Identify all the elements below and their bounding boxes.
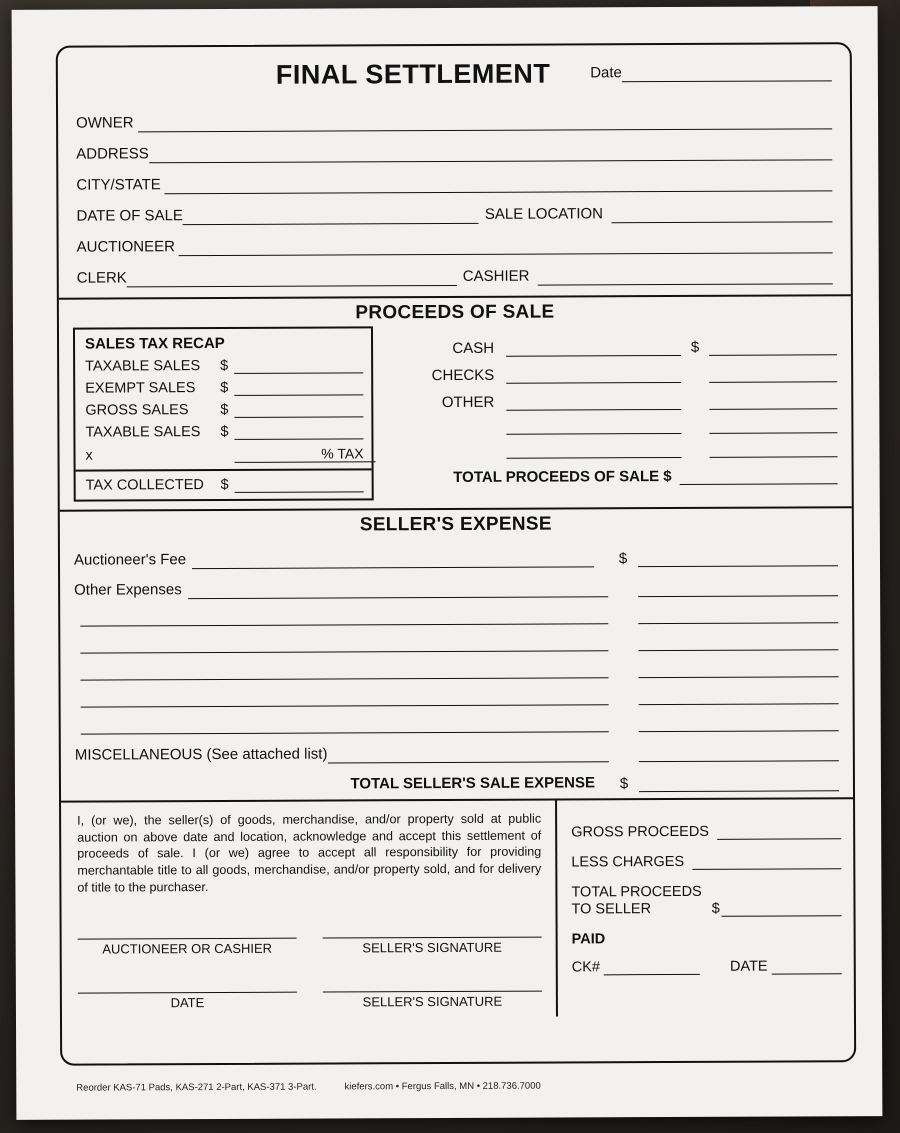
dollar-sign: $ (619, 775, 629, 793)
proceeds-amount-line[interactable] (709, 419, 837, 434)
expense-row-miscellaneous[interactable] (75, 743, 839, 764)
signature-row-2 (78, 974, 542, 1010)
summary-label-line2: TO SELLER (571, 900, 652, 918)
expense-amount-line[interactable] (638, 551, 838, 567)
field-label: DATE OF SALE (76, 207, 183, 225)
paper-sheet (12, 6, 883, 1120)
paid-row[interactable] (572, 959, 842, 976)
date-field-group[interactable] (590, 63, 832, 82)
proceeds-section (59, 296, 852, 511)
proceeds-amount-line[interactable] (709, 395, 837, 410)
summary-row-less-charges[interactable] (571, 853, 841, 870)
expense-row-blank-5[interactable] (75, 716, 839, 734)
recap-divider (76, 468, 372, 471)
proceeds-row-blank-1[interactable] (399, 419, 837, 435)
proceeds-input-line[interactable] (506, 369, 681, 384)
sellers-expense-section (60, 508, 853, 802)
expense-input-line[interactable] (81, 717, 609, 734)
field-input-line[interactable] (179, 238, 833, 256)
signature-seller-1[interactable] (323, 920, 542, 955)
field-input-line[interactable] (165, 176, 833, 194)
field-clerk[interactable] (77, 266, 833, 287)
expense-band-title: SELLER'S EXPENSE (359, 513, 552, 536)
ck-input-line[interactable] (604, 961, 700, 975)
sales-tax-recap-box (73, 326, 374, 501)
proceeds-amount-line[interactable] (709, 368, 837, 383)
recap-row-exempt-sales[interactable] (85, 379, 363, 396)
expense-amount-line[interactable] (638, 608, 838, 624)
expense-total-line[interactable] (639, 776, 839, 792)
footer-section (61, 799, 854, 1018)
recap-input-line[interactable] (234, 381, 363, 396)
recap-row-label: TAX COLLECTED (85, 477, 204, 494)
expense-input-line[interactable] (80, 663, 608, 680)
header-section (58, 44, 851, 299)
expense-total-label: TOTAL SELLER'S SALE EXPENSE (350, 774, 595, 793)
recap-row-label: EXEMPT SALES (85, 380, 196, 397)
proceeds-amount-line[interactable] (709, 341, 837, 356)
field-owner[interactable] (76, 111, 832, 132)
recap-input-line[interactable] (234, 359, 363, 374)
dollar-sign: $ (220, 357, 229, 374)
signature-line[interactable] (323, 974, 542, 992)
paid-date-input-line[interactable] (772, 961, 842, 975)
summary-input-line[interactable] (717, 825, 841, 840)
expense-row-blank-1[interactable] (74, 608, 838, 626)
fine-print (76, 1079, 852, 1093)
field-address[interactable] (76, 142, 832, 163)
expense-amount-line[interactable] (638, 635, 838, 651)
summary-input-line[interactable] (692, 855, 841, 870)
field-date-of-sale[interactable] (76, 204, 832, 225)
recap-input-line[interactable] (235, 478, 364, 493)
expense-amount-line[interactable] (639, 716, 839, 732)
field-label: OWNER (76, 114, 134, 132)
proceeds-input-line[interactable] (506, 396, 681, 411)
proceeds-row-cash[interactable] (399, 338, 837, 357)
proceeds-total-label: TOTAL PROCEEDS OF SALE $ (453, 468, 672, 486)
ck-label: CK# (571, 959, 601, 976)
proceeds-input-line[interactable] (506, 420, 681, 435)
proceeds-row-other[interactable] (399, 392, 837, 411)
proceeds-input-line[interactable] (506, 444, 681, 459)
expense-row-other-expenses[interactable] (74, 578, 838, 599)
summary-label: LESS CHARGES (571, 853, 685, 871)
signature-line[interactable] (323, 920, 542, 938)
field-input-line[interactable] (127, 271, 457, 287)
dollar-sign: $ (220, 379, 229, 396)
expense-rows (60, 548, 853, 800)
field-label-sale-location: SALE LOCATION (484, 205, 604, 223)
paid-date-label: DATE (729, 958, 768, 976)
recap-row-tax-collected[interactable] (86, 476, 364, 493)
proceeds-row-checks[interactable] (399, 365, 837, 384)
expense-input-line[interactable] (188, 582, 608, 599)
dollar-sign: $ (220, 423, 229, 440)
recap-row-label: GROSS SALES (85, 402, 189, 419)
expense-input-line[interactable] (192, 552, 594, 569)
field-label: AUCTIONEER (76, 238, 175, 256)
expense-row-label: Auctioneer's Fee (73, 551, 187, 569)
expense-amount-line[interactable] (638, 581, 838, 597)
acknowledgement-block (61, 801, 558, 1019)
cashier-input-line[interactable] (537, 269, 832, 285)
expense-input-line[interactable] (80, 636, 608, 653)
signature-line[interactable] (78, 975, 297, 993)
signature-date[interactable] (78, 975, 297, 1010)
recap-row-label: TAXABLE SALES (85, 358, 201, 375)
summary-row-total-proceeds-to-seller[interactable] (571, 883, 841, 918)
company-text: kiefers.com • Fergus Falls, MN • 218.736.7000 (344, 1080, 541, 1093)
signature-seller-2[interactable] (323, 974, 542, 1009)
expense-row-blank-2[interactable] (74, 635, 838, 653)
expense-input-line[interactable] (81, 690, 609, 707)
summary-label (571, 884, 701, 918)
recap-input-line[interactable] (234, 425, 363, 440)
dollar-sign: $ (690, 338, 700, 356)
signature-caption: AUCTIONEER OR CASHIER (102, 940, 273, 957)
recap-row-label: TAXABLE SALES (85, 424, 201, 441)
signature-caption: SELLER'S SIGNATURE (362, 939, 502, 956)
expense-amount-line[interactable] (638, 662, 838, 678)
signature-caption: DATE (170, 994, 205, 1010)
percent-tax-label: % TAX (321, 445, 364, 462)
proceeds-row-label: CASH (452, 339, 495, 357)
field-input-line[interactable] (149, 145, 833, 163)
settlement-summary-block (557, 799, 854, 1016)
recap-input-line[interactable] (234, 403, 363, 418)
proceeds-row-label: CHECKS (431, 366, 495, 385)
recap-row-gross-sales[interactable] (85, 401, 363, 418)
field-auctioneer[interactable] (77, 235, 833, 256)
expense-total-row[interactable] (75, 773, 839, 794)
title-row (58, 44, 850, 97)
field-city-state[interactable] (76, 173, 832, 194)
recap-title: SALES TAX RECAP (85, 334, 225, 353)
field-label: ADDRESS (76, 145, 149, 163)
expense-row-blank-4[interactable] (75, 689, 839, 707)
proceeds-row-blank-2[interactable] (399, 443, 837, 459)
field-label-cashier: CASHIER (462, 267, 530, 285)
multiply-symbol: x (85, 447, 93, 464)
recap-row-taxable-sales[interactable] (85, 357, 363, 374)
summary-input-line[interactable] (722, 903, 842, 918)
expense-row-auctioneers-fee[interactable] (74, 548, 838, 569)
proceeds-total-row[interactable] (400, 467, 838, 486)
dollar-sign: $ (618, 550, 628, 568)
expense-amount-line[interactable] (639, 689, 839, 705)
date-label: Date (590, 64, 622, 82)
expense-input-line[interactable] (80, 609, 608, 626)
signature-row-1 (78, 920, 542, 956)
expense-row-blank-3[interactable] (74, 662, 838, 680)
summary-label-line1: TOTAL PROCEEDS (571, 883, 702, 901)
proceeds-total-line[interactable] (680, 470, 838, 485)
expense-row-label: Other Expenses (74, 581, 182, 599)
sale-location-input-line[interactable] (611, 207, 833, 223)
dollar-sign: $ (220, 401, 229, 418)
proceeds-band-title: PROCEEDS OF SALE (355, 301, 555, 324)
summary-row-gross-proceeds[interactable] (571, 823, 841, 840)
date-input-line[interactable] (622, 65, 832, 82)
signature-caption: SELLER'S SIGNATURE (362, 993, 503, 1010)
recap-row-taxable-sales-2[interactable] (85, 423, 363, 440)
field-input-line[interactable] (138, 114, 833, 132)
field-label: CLERK (76, 269, 127, 287)
summary-label: GROSS PROCEEDS (571, 823, 709, 841)
page-title: FINAL SETTLEMENT (275, 58, 551, 90)
proceeds-amount-line[interactable] (709, 443, 837, 458)
reorder-text: Reorder KAS-71 Pads, KAS-271 2-Part, KAS-371 3-Part. (76, 1081, 317, 1094)
signature-line[interactable] (78, 921, 297, 939)
signature-auctioneer-or-cashier[interactable] (78, 921, 297, 956)
header-fields (58, 94, 851, 297)
expense-amount-line[interactable] (639, 746, 839, 762)
paid-label: PAID (571, 931, 606, 948)
expense-input-line[interactable] (327, 747, 608, 763)
proceeds-row-label: OTHER (441, 393, 495, 412)
proceeds-entries (373, 324, 838, 500)
settlement-form (56, 42, 856, 1065)
field-label: CITY/STATE (76, 176, 161, 194)
dollar-sign: $ (220, 476, 229, 493)
expense-row-label: MISCELLANEOUS (See attached list) (74, 745, 328, 764)
dollar-sign: $ (711, 901, 720, 918)
legal-text: I, (or we), the seller(s) of goods, merchandise, and/or property sold at public auction on above date and location, acknowledge and accept this settlement of proceeds of sale. I (or we) agree to accept all responsibility for providing merchantable title to all goods, merchandise, and/or property sold, and for delivery of title to the purchaser. (77, 811, 542, 895)
field-input-line[interactable] (183, 209, 479, 225)
recap-row-tax-rate[interactable] (85, 445, 363, 463)
proceeds-input-line[interactable] (506, 342, 681, 357)
